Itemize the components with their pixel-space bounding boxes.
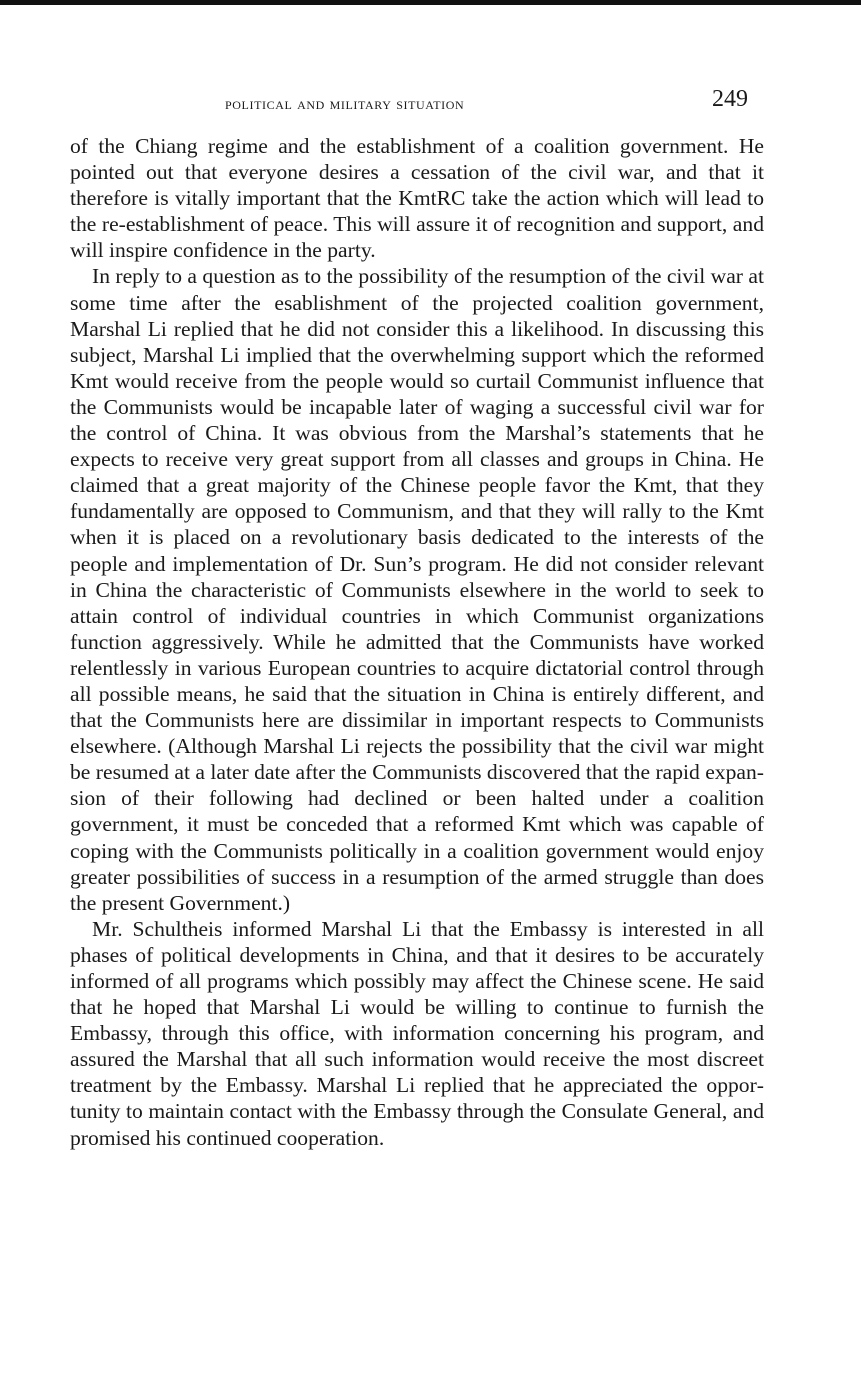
body-text xyxy=(70,133,764,1151)
running-title: political and military situation xyxy=(225,94,465,113)
paragraph-embassy-contact: Mr. Schultheis informed Marshal Li that the Embassy is interested in all phases of political developments in China, and that it desires to be accurately informed of all programs which possibly may affect the Chinese scene. He said that he hoped that Marshal Li would be willing to continue to furnish the Embassy, through this office, with information concerning his program, and assured the Marshal that all such information would receive the most discreet treatment by the Embassy. Marshal Li replied that he appreciated the opportunity to maintain contact with the Embassy through the Consulate General, and promised his continued cooperation. xyxy=(70,916,764,1150)
paragraph-continued: of the Chiang regime and the establishment of a coalition government. He pointed out that everyone desires a cessation of the civil war, and that it therefore is vitally important that the KmtRC take the action which will lead to the re-establishment of peace. This will assure it of recognition and support, and will inspire confidence in the party. xyxy=(70,134,764,263)
paragraph-resumption-of-civil-war: In reply to a question as to the possibility of the resumption of the civil war at some time after the esablishment of the projected coalition government, Marshal Li replied that he did not consider this a likelihood. In discussing this subject, Marshal Li implied that the overwhelming support which the reformed Kmt would receive from the people would so curtail Communist influence that the Communists would be incapable later of waging a successful civil war for the control of China. It was obvious from the Marshal’s statements that he expects to receive very great support from all classes and groups in China. He claimed that a great majority of the Chinese people favor the Kmt, that they fundamentally are opposed to Communism, and that they will rally to the Kmt when it is placed on a revolutionary basis dedicated to the interests of the people and implementation of Dr. Sun’s program. He did not consider relevant in China the characteristic of Communists elsewhere in the world to seek to attain control of individual countries in which Communist organizations function aggressively. While he admitted that the Communists have worked relentlessly in various European countries to acquire dictatorial control through all possible means, he said that the situation in China is entirely different, and that the Communists here are dissimilar in important respects to Communists elsewhere. (Although Marshal Li rejects the possibility that the civil war might be resumed at a later date after the Communists discovered that the rapid expansion of their following had declined or been halted under a coalition government, it must be conceded that a reformed Kmt which was capable of coping with the Communists politically in a coalition government would enjoy greater possibilities of success in a resumption of the armed struggle than does the present Government.) xyxy=(70,264,764,915)
page-number: 249 xyxy=(712,86,748,112)
top-edge-rule xyxy=(0,0,861,5)
running-header xyxy=(0,86,861,122)
